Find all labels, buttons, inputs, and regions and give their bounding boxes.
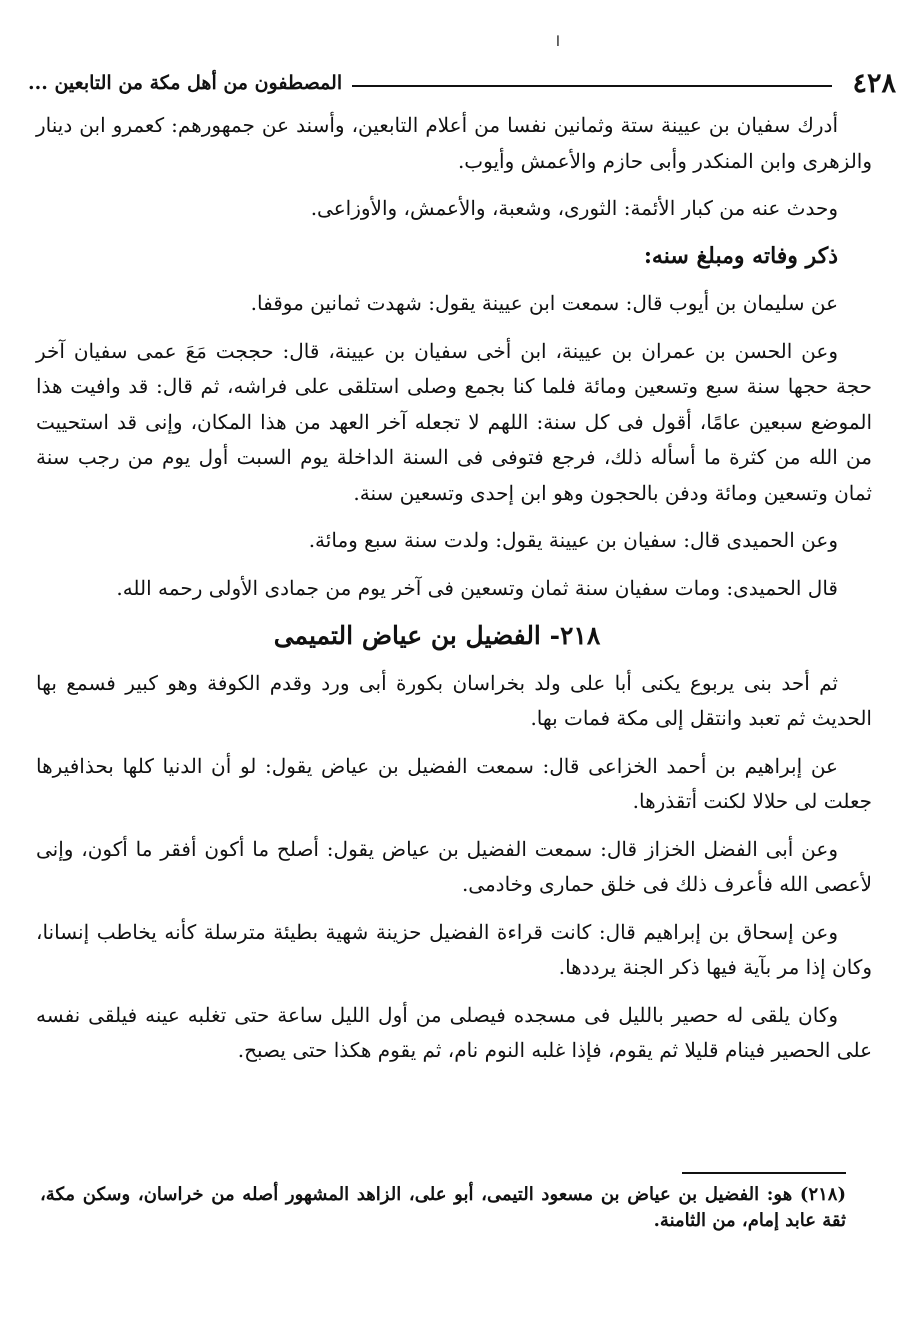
main-text: [36, 108, 872, 1081]
paragraph-5: وعن الحميدى قال: سفيان بن عيينة يقول: ولدت سنة سبع ومائة.: [308, 528, 838, 552]
section-heading: ذكر وفاته ومبلغ سنه:: [643, 242, 838, 269]
page-header: [28, 66, 896, 100]
paragraph-2: وحدث عنه من كبار الأئمة: الثورى، وشعبة، والأعمش، والأوزاعى.: [310, 196, 838, 220]
paragraph-10: وعن إسحاق بن إبراهيم قال: كانت قراءة الفضيل حزينة شهية بطيئة مترسلة كأنه يخاطب إنسانا، وكان إذا مر بآية فيها ذكر الجنة يرددها.: [36, 919, 872, 979]
page-number: ٤٢٨: [852, 67, 896, 99]
paragraph-8: عن إبراهيم بن أحمد الخزاعى قال: سمعت الفضيل بن عياض يقول: لو أن الدنيا كلها بحذافيرها جعلت لى حلالا لكنت أتقذرها.: [36, 753, 872, 813]
paragraph-6: قال الحميدى: ومات سفيان سنة ثمان وتسعين فى آخر يوم من جمادى الأولى رحمه الله.: [116, 575, 838, 600]
paragraph-11: وكان يلقى له حصير بالليل فى مسجده فيصلى من أول الليل ساعة حتى تغلبه عينه فيلقى نفسه على الحصير فينام قليلا ثم يقوم، فإذا غلبه النوم نام، ثم يقوم هكذا حتى يصبح.: [36, 1002, 872, 1062]
running-title: المصطفون من أهل مكة من التابعين ...: [28, 72, 343, 94]
header-rule: [352, 85, 832, 87]
paragraph-1: أدرك سفيان بن عيينة ستة وثمانين نفسا من أعلام التابعين، وأسند عن جمهورهم: كعمرو ابن دينار والزهرى وابن المنكدر وأبى حازم والأعمش وأيوب.: [36, 113, 872, 173]
biography-title: ٢١٨- الفضيل بن عياض التميمى: [273, 621, 601, 650]
top-mark: ا: [556, 34, 560, 50]
paragraph-4: وعن الحسن بن عمران بن عيينة، ابن أخى سفيان بن عيينة، قال: حججت مَعَ عمى سفيان آخر حجة حجها سنة سبع وتسعين ومائة فلما كنا بجمع وصلى استلقى على فراشه، ثم قال: قد وافيت هذا الموضع سبعين عامًا، أقول فى كل سنة: اللهم لا تجعله آخر العهد من هذا المكان، وإنى قد استحييت من الله من كثرة ما أسأله ذلك، فرجع فتوفى فى السنة الداخلة يوم السبت أول يوم من رجب سنة ثمان وتسعين ومائة ودفن بالحجون وهو ابن إحدى وتسعين سنة.: [36, 338, 872, 505]
paragraph-7: ثم أحد بنى يربوع يكنى أبا على ولد بخراسان بكورة أبى ورد وقدم الكوفة وهو كبير فسمع بها الحديث ثم تعبد وانتقل إلى مكة فمات بها.: [36, 670, 872, 730]
paragraph-3: عن سليمان بن أيوب قال: سمعت ابن عيينة يقول: شهدت ثمانين موقفا.: [250, 291, 838, 315]
footnote-rule: [682, 1172, 846, 1174]
footnote: (٢١٨) هو: الفضيل بن عياض بن مسعود التيمى، أبو على، الزاهد المشهور أصله من خراسان، وسكن مكة، ثقة عابد إمام، من الثامنة.: [40, 1184, 846, 1231]
paragraph-9: وعن أبى الفضل الخزاز قال: سمعت الفضيل بن عياض يقول: أصلح ما أكون أفقر ما أكون، وإنى لأعصى الله فأعرف ذلك فى خلق حمارى وخادمى.: [36, 836, 872, 896]
